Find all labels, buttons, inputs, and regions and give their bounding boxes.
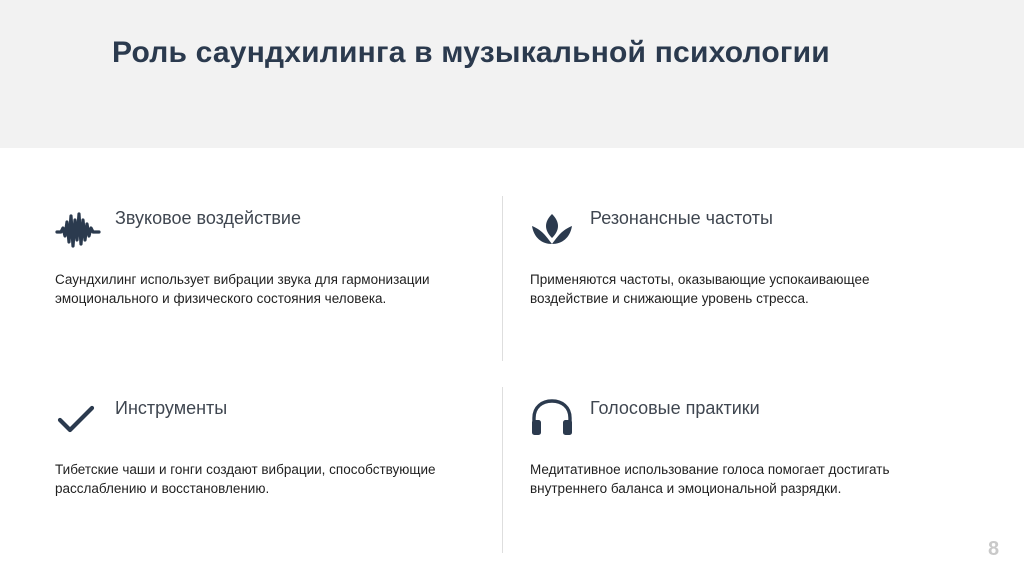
sound-wave-icon (55, 208, 101, 248)
page-number: 8 (988, 538, 1000, 560)
vertical-divider-bottom (502, 387, 503, 553)
card-title: Звуковое воздействие (115, 208, 301, 228)
header-band (0, 0, 1024, 148)
card-text: Тибетские чаши и гонги создают вибрации, способствующие расслаблению и восстановлению. (55, 462, 436, 496)
headphones-icon (530, 398, 576, 438)
card-text: Саундхилинг использует вибрации звука для гармонизации эмоционального и физического состояния человека. (55, 272, 430, 306)
card-title: Резонансные частоты (590, 208, 773, 228)
lotus-icon (530, 208, 576, 248)
vertical-divider-top (502, 196, 503, 361)
card-text: Медитативное использование голоса помогает достигать внутреннего баланса и эмоциональной разрядки. (530, 462, 890, 496)
checkmark-icon (55, 398, 101, 438)
slide-title: Роль саундхилинга в музыкальной психологии (112, 36, 830, 69)
card-title: Голосовые практики (590, 398, 760, 418)
card-title: Инструменты (115, 398, 228, 418)
card-text: Применяются частоты, оказывающие успокаивающее воздействие и снижающие уровень стресса. (530, 272, 870, 306)
